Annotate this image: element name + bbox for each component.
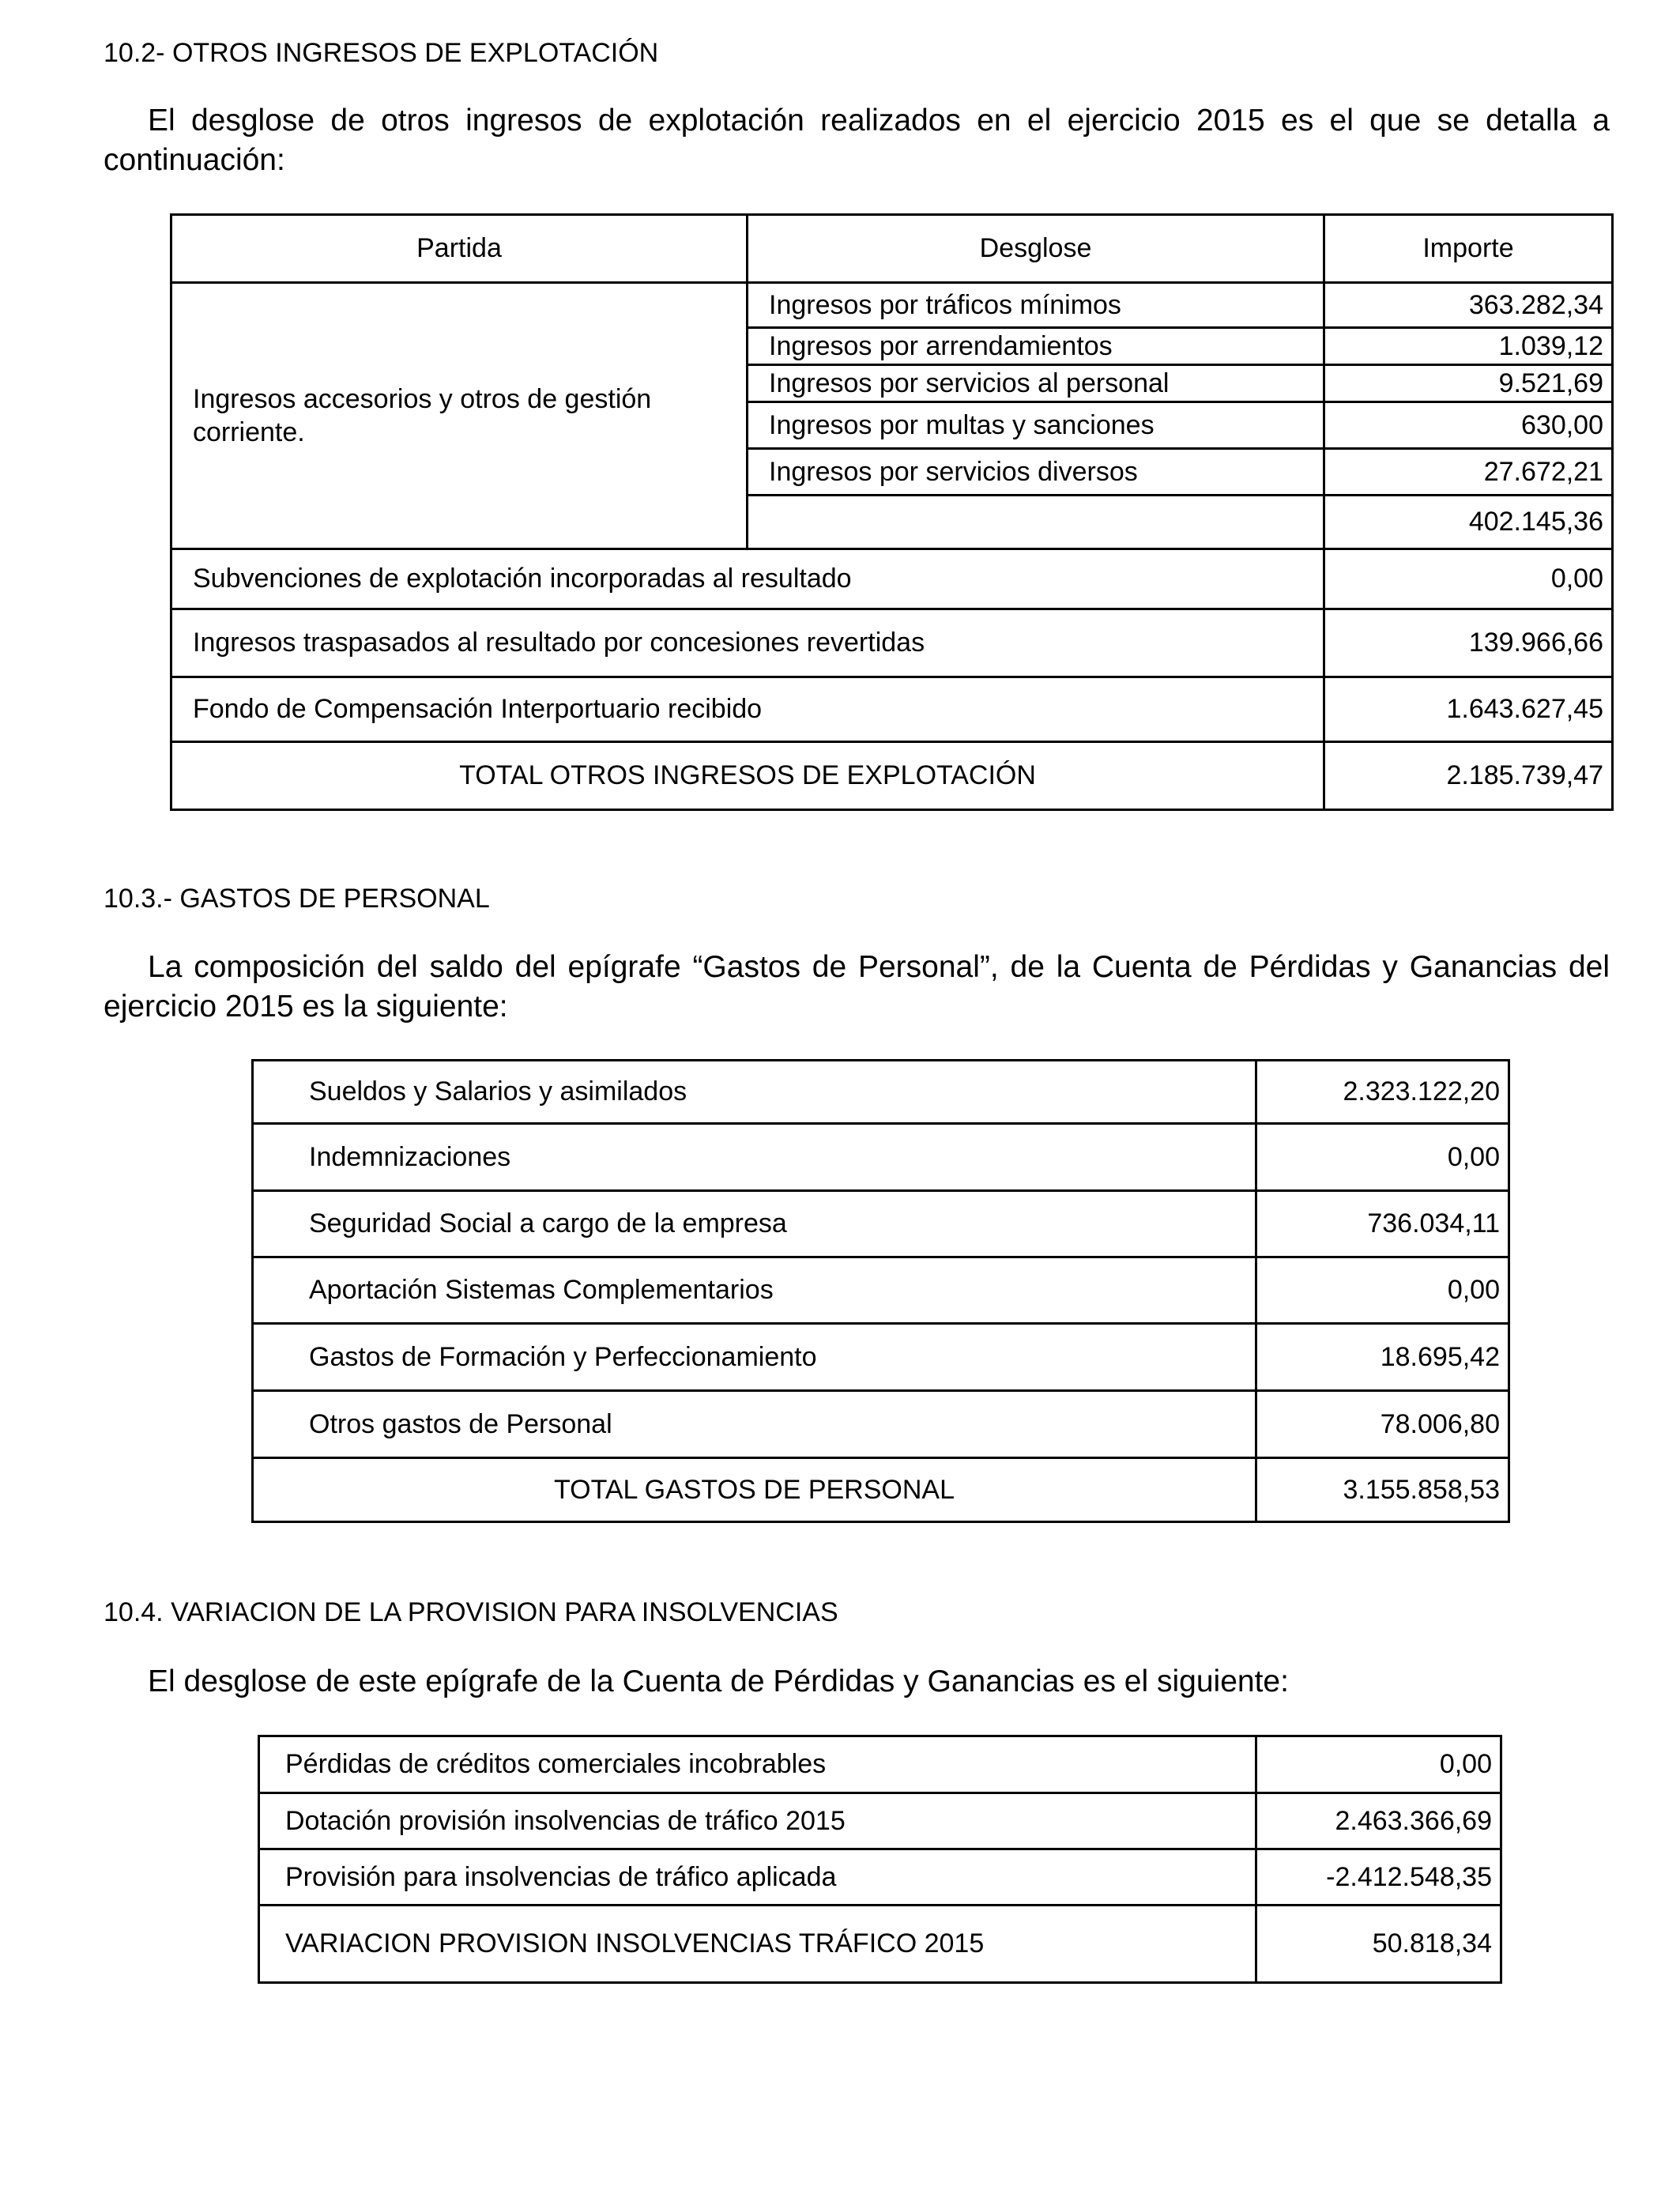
partida-cell: Fondo de Compensación Interportuario recibido (171, 677, 1324, 742)
desglose-cell: Ingresos por tráficos mínimos (748, 283, 1324, 328)
header-desglose: Desglose (748, 215, 1324, 283)
concepto-cell: Gastos de Formación y Perfeccionamiento (253, 1324, 1256, 1391)
table-row (171, 677, 1613, 742)
total-label: VARIACION PROVISION INSOLVENCIAS TRÁFICO 2015 (259, 1906, 1256, 1983)
importe-cell: 27.672,21 (1324, 449, 1613, 496)
table-row (259, 1793, 1501, 1849)
concepto-cell: Dotación provisión insolvencias de tráfico 2015 (259, 1793, 1256, 1849)
table-row (253, 1191, 1509, 1257)
section-10-3-title: 10.3.- GASTOS DE PERSONAL (104, 884, 490, 914)
provision-insolvencias-table (258, 1735, 1502, 1984)
table-row (253, 1124, 1509, 1191)
subtotal-empty-cell (748, 496, 1324, 549)
importe-cell: 78.006,80 (1256, 1391, 1509, 1458)
total-row (171, 742, 1613, 810)
partida-cell: Ingresos traspasados al resultado por concesiones revertidas (171, 609, 1324, 677)
importe-cell: 0,00 (1324, 549, 1613, 609)
section-10-2-title: 10.2- OTROS INGRESOS DE EXPLOTACIÓN (104, 38, 659, 68)
importe-cell: 2.463.366,69 (1256, 1793, 1501, 1849)
importe-cell: 736.034,11 (1256, 1191, 1509, 1257)
concepto-cell: Otros gastos de Personal (253, 1391, 1256, 1458)
importe-cell: 363.282,34 (1324, 283, 1613, 328)
desglose-cell: Ingresos por arrendamientos (748, 328, 1324, 365)
table-row (171, 283, 1613, 328)
importe-cell: 9.521,69 (1324, 365, 1613, 402)
section-10-3-intro: La composición del saldo del epígrafe “Gastos de Personal”, de la Cuenta de Pérdidas y Ganancias del ejercicio 2015 es la siguiente: (104, 950, 1610, 1023)
concepto-cell: Sueldos y Salarios y asimilados (253, 1061, 1256, 1124)
total-importe: 3.155.858,53 (1256, 1458, 1509, 1522)
partida-cell: Subvenciones de explotación incorporadas al resultado (171, 549, 1324, 609)
table-row (253, 1257, 1509, 1324)
importe-cell: 18.695,42 (1256, 1324, 1509, 1391)
table-row (253, 1391, 1509, 1458)
total-importe: 50.818,34 (1256, 1906, 1501, 1983)
importe-cell: 1.039,12 (1324, 328, 1613, 365)
subtotal-importe: 402.145,36 (1324, 496, 1613, 549)
table-header-row (171, 215, 1613, 283)
table-row (253, 1324, 1509, 1391)
header-partida: Partida (171, 215, 748, 283)
otros-ingresos-table (170, 213, 1614, 811)
header-importe: Importe (1324, 215, 1613, 283)
total-row (259, 1906, 1501, 1983)
table-row (259, 1736, 1501, 1793)
concepto-cell: Aportación Sistemas Complementarios (253, 1257, 1256, 1324)
concepto-cell: Pérdidas de créditos comerciales incobrables (259, 1736, 1256, 1793)
importe-cell: 630,00 (1324, 402, 1613, 449)
importe-cell: -2.412.548,35 (1256, 1849, 1501, 1906)
total-label: TOTAL GASTOS DE PERSONAL (253, 1458, 1256, 1522)
importe-cell: 0,00 (1256, 1736, 1501, 1793)
desglose-cell: Ingresos por servicios diversos (748, 449, 1324, 496)
importe-cell: 0,00 (1256, 1124, 1509, 1191)
section-10-2-intro: El desglose de otros ingresos de explotación realizados en el ejercicio 2015 es el que se detalla a continuación: (104, 104, 1610, 177)
importe-cell: 1.643.627,45 (1324, 677, 1613, 742)
concepto-cell: Indemnizaciones (253, 1124, 1256, 1191)
concepto-cell: Provisión para insolvencias de tráfico aplicada (259, 1849, 1256, 1906)
table-row (253, 1061, 1509, 1124)
group-label-cell: Ingresos accesorios y otros de gestión corriente. (171, 283, 748, 549)
total-importe: 2.185.739,47 (1324, 742, 1613, 810)
concepto-cell: Seguridad Social a cargo de la empresa (253, 1191, 1256, 1257)
table-row (259, 1849, 1501, 1906)
section-10-4-title: 10.4. VARIACION DE LA PROVISION PARA INSOLVENCIAS (104, 1597, 838, 1627)
importe-cell: 139.966,66 (1324, 609, 1613, 677)
gastos-personal-table (251, 1059, 1510, 1523)
desglose-cell: Ingresos por servicios al personal (748, 365, 1324, 402)
table-row (171, 549, 1613, 609)
table-row (171, 609, 1613, 677)
importe-cell: 0,00 (1256, 1257, 1509, 1324)
section-10-4-intro: El desglose de este epígrafe de la Cuenta de Pérdidas y Ganancias es el siguiente: (148, 1664, 1289, 1698)
importe-cell: 2.323.122,20 (1256, 1061, 1509, 1124)
total-label: TOTAL OTROS INGRESOS DE EXPLOTACIÓN (171, 742, 1324, 810)
desglose-cell: Ingresos por multas y sanciones (748, 402, 1324, 449)
total-row (253, 1458, 1509, 1522)
